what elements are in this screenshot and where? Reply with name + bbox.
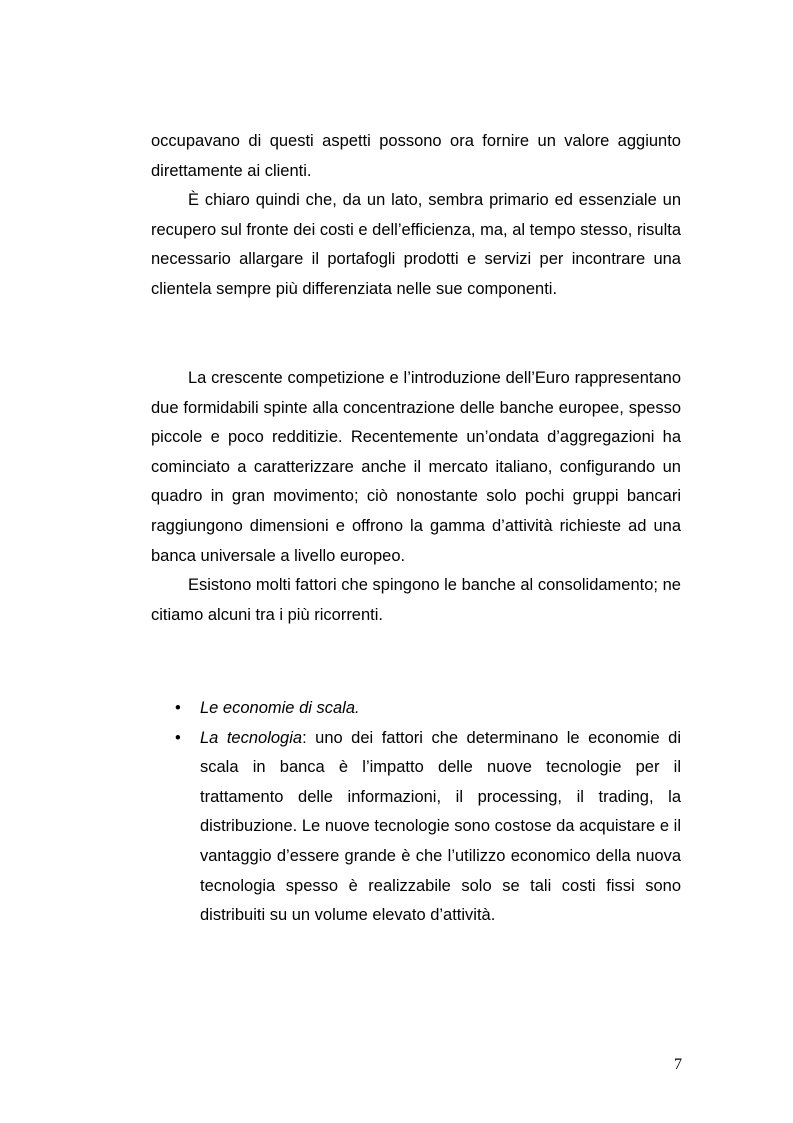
bullet-icon: • — [175, 699, 181, 717]
page-number: 7 — [674, 1056, 682, 1073]
paragraph-consolidation-factors: Esistono molti fattori che spingono le banche al consolidamento; ne citiamo alcuni tra i più ricorrenti. — [151, 576, 681, 624]
list-item-title: Le economie di scala. — [200, 699, 360, 717]
paragraph-competition-euro: La crescente competizione e l’introduzione dell’Euro rappresentano due formidabili spinte alla concentrazione delle banche europee, spesso piccole e poco redditizie. Recentemente un’ondata d’aggregazioni ha cominciato a caratterizzare anche il mercato italiano, configurando un quadro in gran movimento; ciò nonostante solo pochi gruppi bancari raggiungono dimensioni e offrono la gamma d’attività richieste ad una banca universale a livello europeo. — [151, 369, 681, 565]
list-item-title: La tecnologia — [200, 728, 303, 747]
paragraph-costs-efficiency: È chiaro quindi che, da un lato, sembra primario ed essenziale un recupero sul fronte dei costi e dell’efficienza, ma, al tempo stesso, risulta necessario allargare il portafogli prodotti e servizi per incontrare una clientela sempre più differenziata nelle sue componenti. — [151, 191, 681, 298]
list-item-tecnologia — [151, 724, 681, 931]
list-item-economie-scala — [151, 694, 681, 724]
list-item-text: : uno dei fattori che determinano le economie di scala in banca è l’impatto delle nuove tecnologie per il trattamento delle informazioni, il processing, il trading, la distribuzione. Le nuove tecnologie sono costose da acquistare e il vantaggio d’essere grande è che l’utilizzo economico della nuova tecnologia spesso è realizzabile solo se tali costi fissi sono distribuiti su un volume elevato d’attività. — [200, 728, 681, 925]
paragraph-continuation: occupavano di questi aspetti possono ora fornire un valore aggiunto direttamente ai clienti. — [151, 132, 681, 180]
top-text-section — [151, 127, 681, 305]
factors-list — [151, 694, 681, 931]
bullet-icon: • — [175, 728, 181, 747]
middle-text-section — [151, 364, 681, 630]
